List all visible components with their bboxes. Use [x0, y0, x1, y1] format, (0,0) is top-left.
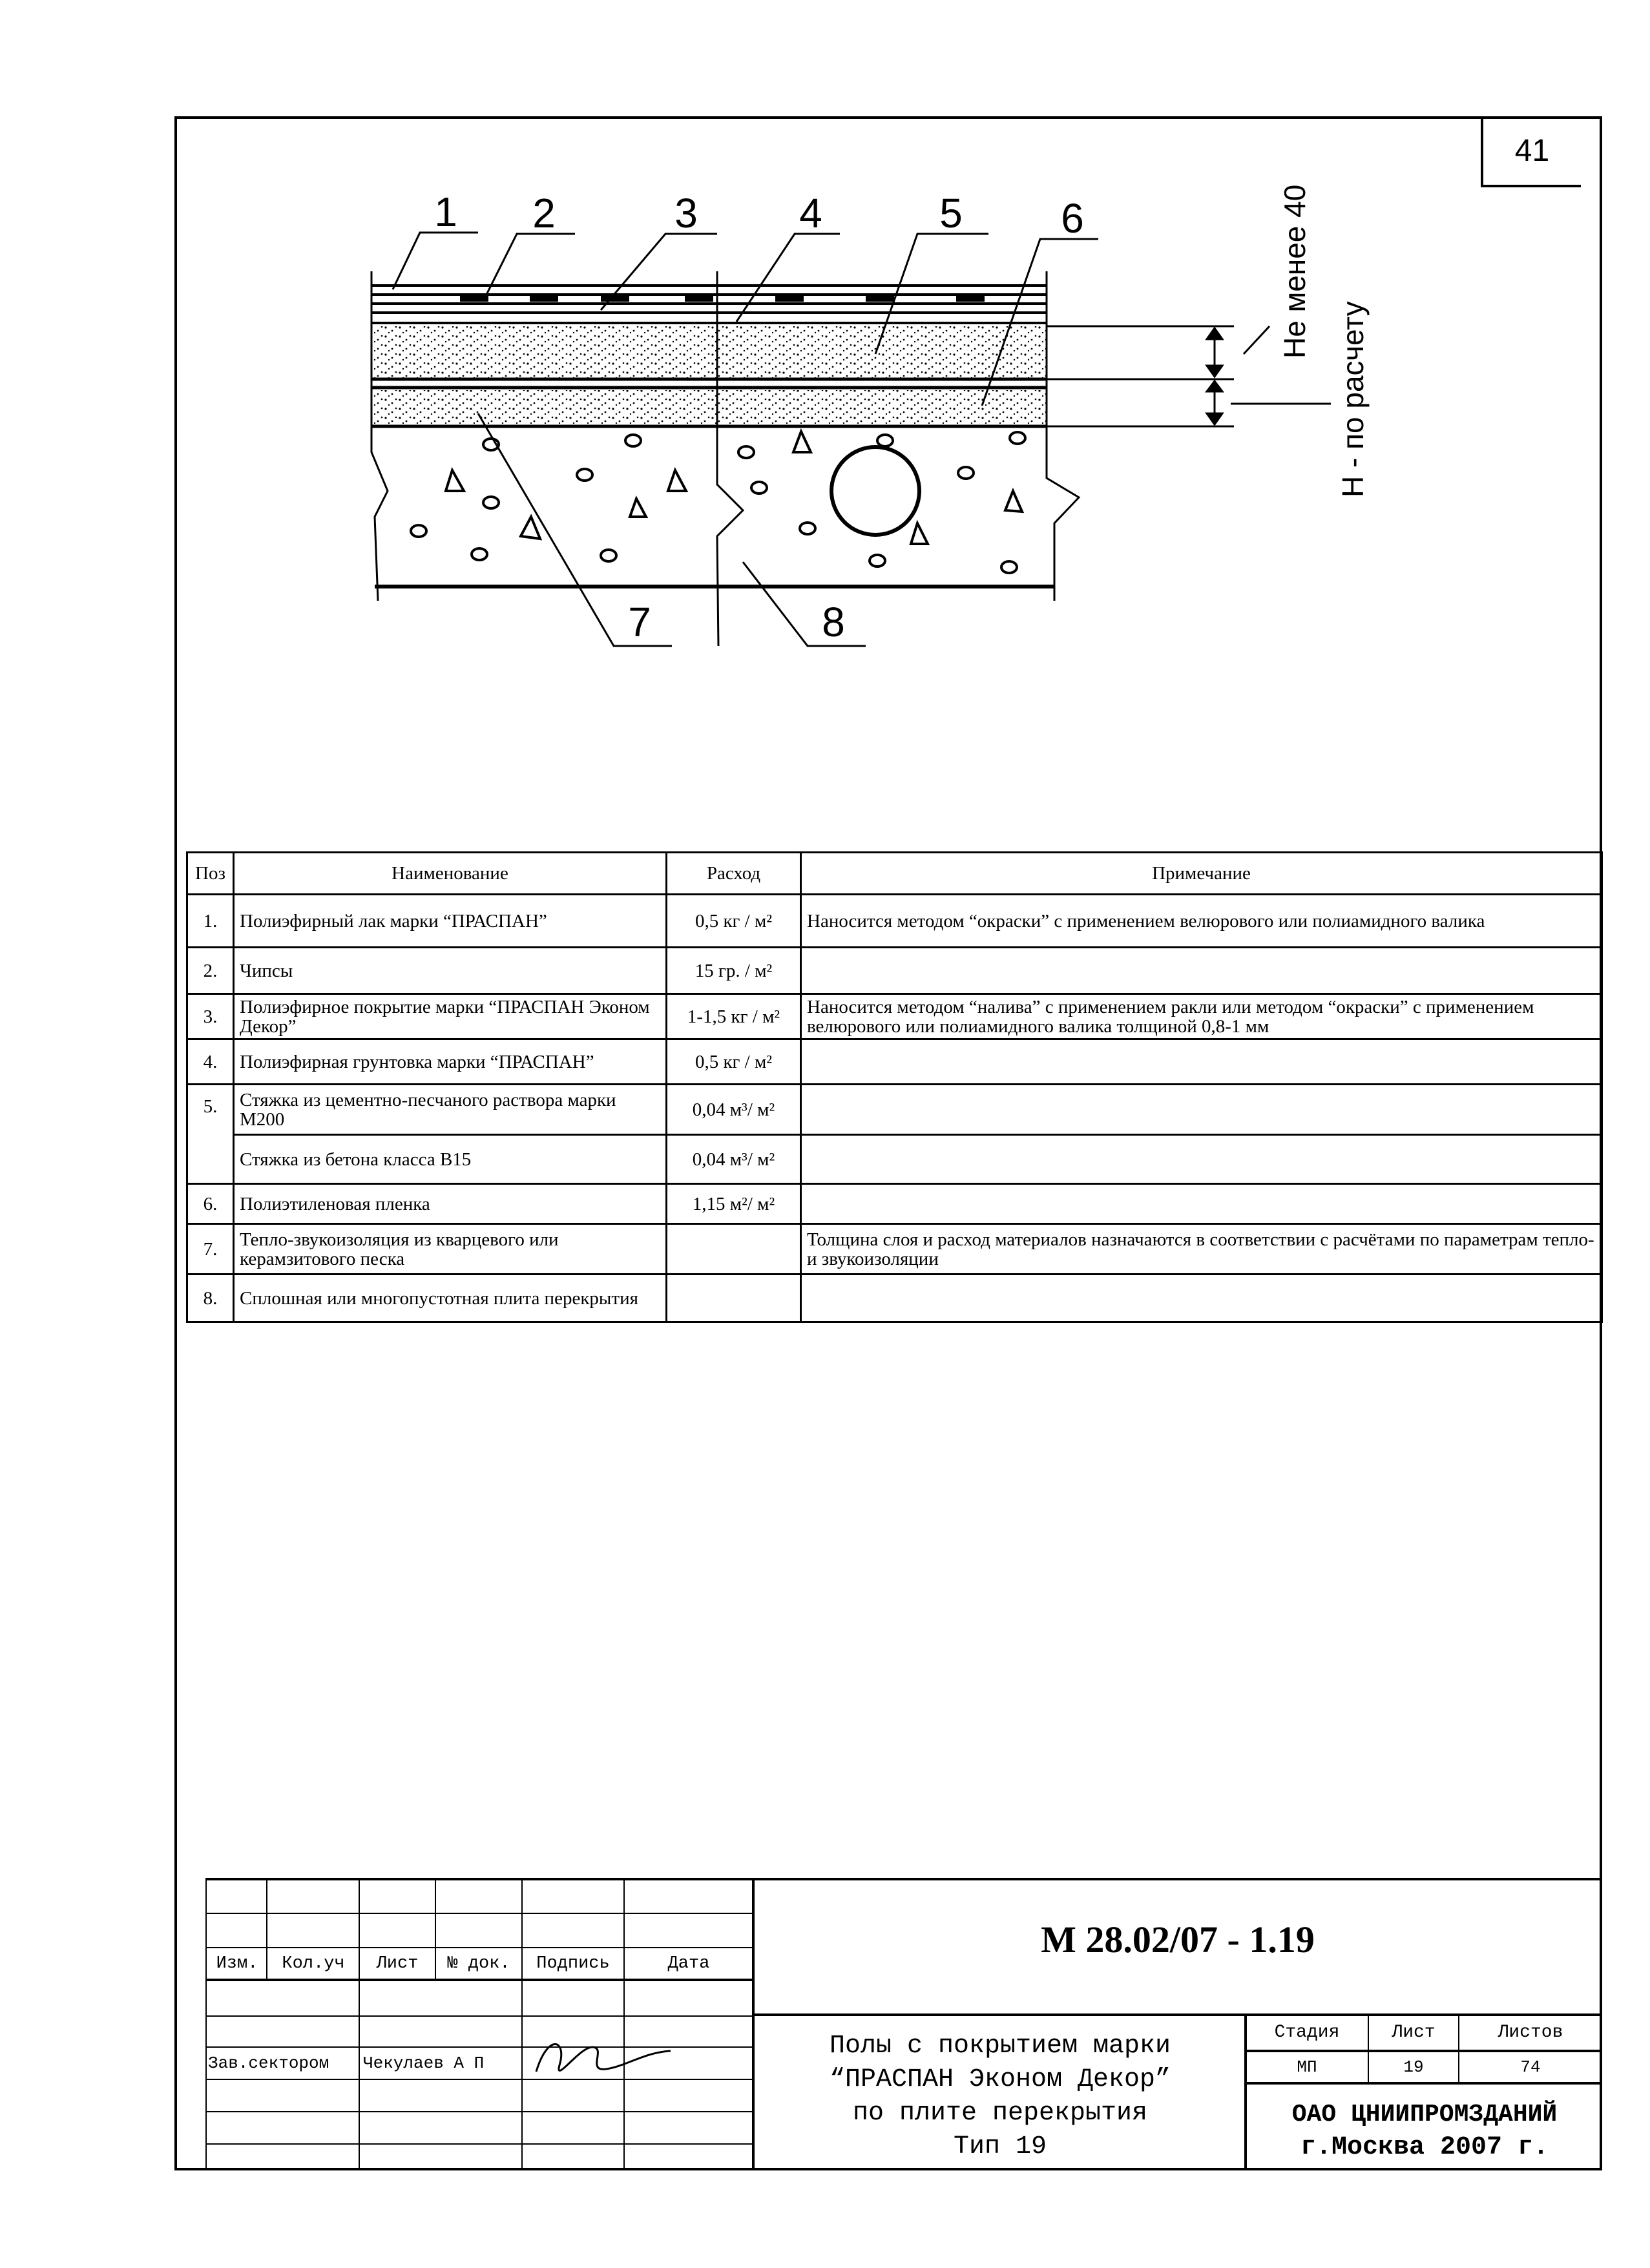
row-note: [801, 948, 1602, 994]
row-pos: 7.: [187, 1224, 234, 1274]
table-row: [187, 1135, 1602, 1184]
callout-6: 6: [1061, 195, 1084, 242]
table-row: [187, 895, 1602, 948]
callout-5: 5: [939, 190, 963, 236]
row-note: [801, 1085, 1602, 1135]
row-qty: 1,15 м²/ м²: [667, 1184, 801, 1224]
row-pos: 6.: [187, 1184, 234, 1224]
callout-8: 8: [822, 599, 845, 645]
page-number: 41: [1481, 116, 1581, 187]
title-block: [205, 1878, 1602, 2170]
row-name: Тепло-звукоизоляция из кварцевого или керамзитового песка: [234, 1224, 667, 1274]
header-note: Примечание: [801, 853, 1602, 895]
row-qty: 0,04 м³/ м²: [667, 1135, 801, 1184]
screed-layer: [371, 326, 1047, 378]
slab-hollow-void: [831, 447, 919, 535]
row-name: Чипсы: [234, 948, 667, 994]
sheets-label: Листов: [1498, 2023, 1563, 2043]
table-row: [187, 948, 1602, 994]
stage-value: МП: [1297, 2057, 1317, 2077]
callout-3: 3: [674, 190, 698, 236]
row-pos: 8.: [187, 1274, 234, 1322]
dimension-h-label: Н - по расчету: [1336, 301, 1370, 497]
row-name: Сплошная или многопустотная плита перекрытия: [234, 1274, 667, 1322]
row-qty: 1-1,5 кг / м²: [667, 994, 801, 1039]
title-line: Полы с покрытием марки: [829, 2032, 1171, 2061]
drawing-title: [768, 2030, 1233, 2164]
col-header-doc: № док.: [447, 1954, 510, 1973]
row-qty: 15 гр. / м²: [667, 948, 801, 994]
row-name: Стяжка из бетона класса В15: [234, 1135, 667, 1184]
row-qty: [667, 1224, 801, 1274]
table-row: [187, 1274, 1602, 1322]
callout-2: 2: [532, 190, 556, 236]
row-note: Наносится методом “окраски” с применением велюрового или полиамидного валика: [801, 895, 1602, 948]
document-code: М 28.02/07 - 1.19: [1041, 1918, 1315, 1961]
row-name: Полиэтиленовая пленка: [234, 1184, 667, 1224]
row-pos: 4.: [187, 1039, 234, 1085]
organization-name: ОАО ЦНИИПРОМЗДАНИЙ: [1291, 2101, 1558, 2128]
row-qty: 0,5 кг / м²: [667, 1039, 801, 1085]
row-name: Полиэфирная грунтовка марки “ПРАСПАН”: [234, 1039, 667, 1085]
signature: [536, 2044, 671, 2072]
row-note: [801, 1184, 1602, 1224]
row-note: [801, 1039, 1602, 1085]
dimension-min-label: Не менее 40: [1278, 184, 1311, 359]
row-note: Наносится методом “налива” с применением ракли или методом “окраски” с применением велюрового или полиамидного валика толщиной 0,8-1 мм: [801, 994, 1602, 1039]
header-qty: Расход: [667, 853, 801, 895]
organization-city-year: г.Москва 2007 г.: [1300, 2133, 1549, 2162]
row-name: Стяжка из цементно-песчаного раствора марки М200: [234, 1085, 667, 1135]
row-pos: 1.: [187, 895, 234, 948]
title-line: “ПРАСПАН Эконом Декор”: [829, 2065, 1171, 2094]
table-row: [187, 1085, 1602, 1135]
row-pos: 5.: [187, 1085, 234, 1184]
row-note: Толщина слоя и расход материалов назначаются в соответствии с расчётами по параметрам тепло- и звукоизоляции: [801, 1224, 1602, 1274]
role-label: Зав.сектором: [208, 2054, 329, 2073]
specification-table: [186, 851, 1603, 1323]
col-header-izm: Изм.: [216, 1954, 258, 1973]
stage-label: Стадия: [1274, 2023, 1340, 2043]
row-qty: [667, 1274, 801, 1322]
header-name: Наименование: [234, 853, 667, 895]
table-row: [187, 994, 1602, 1039]
row-pos: 3.: [187, 994, 234, 1039]
insulation-layer: [371, 390, 1047, 425]
sheet-value: 19: [1403, 2057, 1424, 2077]
callout-7: 7: [628, 599, 651, 645]
table-header-row: [187, 853, 1602, 895]
person-name: Чекулаев А П: [363, 2054, 485, 2073]
col-header-kol: Кол.уч: [282, 1954, 345, 1973]
callout-1: 1: [434, 189, 457, 235]
title-line: по плите перекрытия: [852, 2099, 1148, 2128]
row-note: [801, 1135, 1602, 1184]
title-line: Тип 19: [953, 2132, 1047, 2161]
row-name: Полиэфирный лак марки “ПРАСПАН”: [234, 895, 667, 948]
row-note: [801, 1274, 1602, 1322]
sheets-value: 74: [1520, 2057, 1541, 2077]
col-header-date: Дата: [667, 1954, 710, 1973]
row-name: Полиэфирное покрытие марки “ПРАСПАН Эконом Декор”: [234, 994, 667, 1039]
row-pos: 2.: [187, 948, 234, 994]
sheet-label: Лист: [1392, 2023, 1436, 2043]
chips-marks: [460, 296, 985, 302]
row-qty: 0,04 м³/ м²: [667, 1085, 801, 1135]
row-qty: 0,5 кг / м²: [667, 895, 801, 948]
table-row: [187, 1224, 1602, 1274]
col-header-sign: Подпись: [536, 1954, 610, 1973]
floor-section-diagram: [0, 0, 1650, 853]
table-row: [187, 1184, 1602, 1224]
lacquer-layers: [371, 286, 1047, 323]
header-pos: Поз: [187, 853, 234, 895]
col-header-list: Лист: [376, 1954, 419, 1973]
callout-4: 4: [799, 190, 822, 236]
table-row: [187, 1039, 1602, 1085]
